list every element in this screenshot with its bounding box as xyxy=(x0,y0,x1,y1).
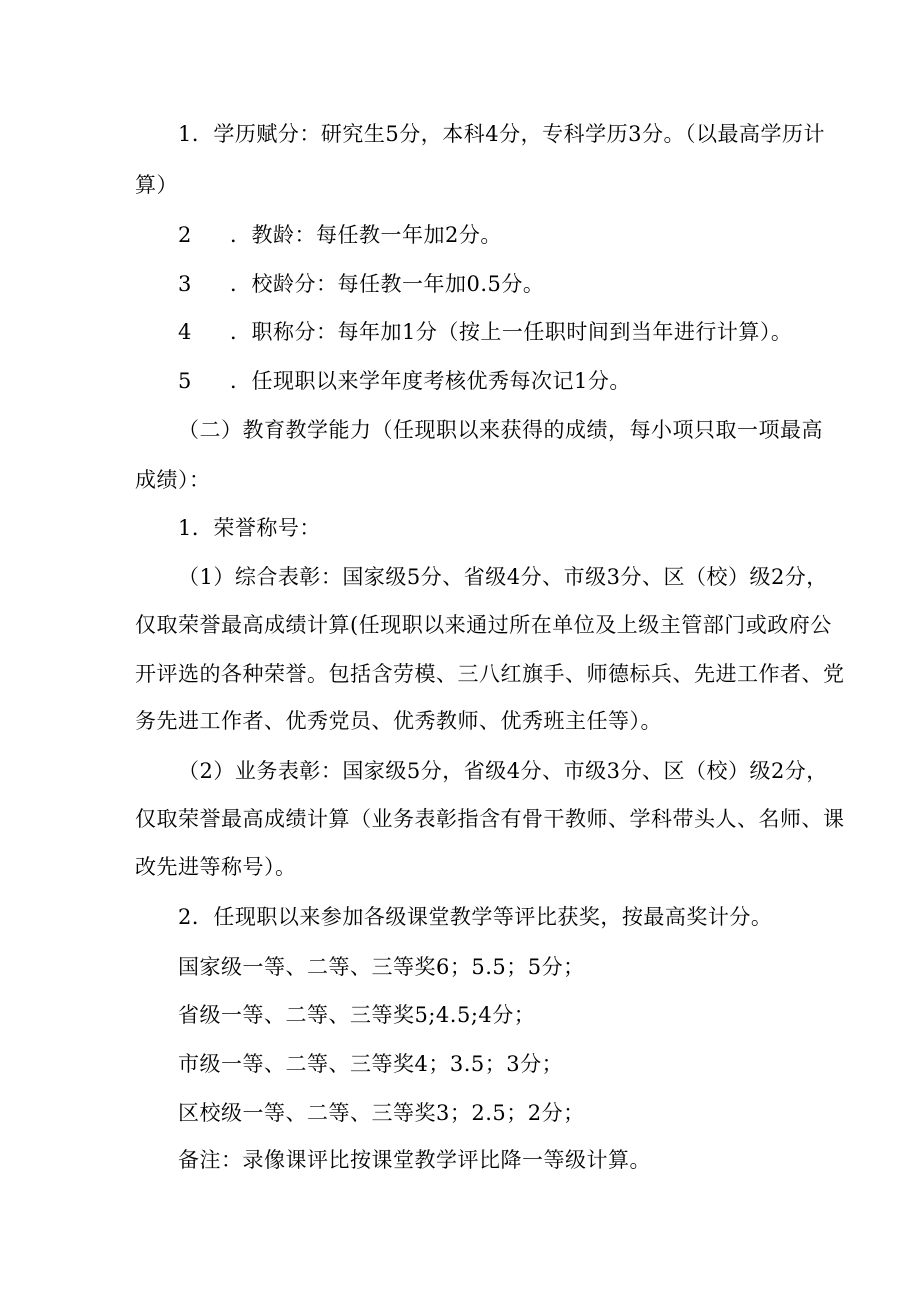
item-number: 5 xyxy=(178,369,192,393)
item-number: 3 xyxy=(178,272,192,296)
item-text: ．任现职以来学年度考核优秀每次记1分。 xyxy=(230,369,631,393)
item-text: ．职称分：每年加1分（按上一任职时间到当年进行计算）。 xyxy=(230,320,793,344)
item-number: 4 xyxy=(178,320,192,344)
honor-business-line1: （2）业务表彰：国家级5分，省级4分、市级3分、区（校）级2分， xyxy=(178,759,828,783)
item-text: ．教龄：每任教一年加2分。 xyxy=(230,223,502,247)
awards-national: 国家级一等、二等、三等奖6；5.5；5分； xyxy=(178,955,585,979)
awards-district: 区校级一等、二等、三等奖3；2.5；2分； xyxy=(178,1101,585,1125)
item-education-score-line1: 1．学历赋分：研究生5分，本科4分，专科学历3分。（以最高学历计 xyxy=(178,122,825,146)
honor-comprehensive-line2: 仅取荣誉最高成绩计算(任现职以来通过所在单位及上级主管部门或政府公 xyxy=(135,613,832,637)
awards-city: 市级一等、二等、三等奖4；3.5；3分； xyxy=(178,1052,564,1076)
section-teaching-ability-line2: 成绩）： xyxy=(135,468,211,492)
awards-note: 备注：录像课评比按课堂教学评比降一等级计算。 xyxy=(178,1148,651,1172)
honor-comprehensive-line3: 开评选的各种荣誉。包括含劳模、三八红旗手、师德标兵、先进工作者、党 xyxy=(135,662,845,686)
honor-business-line3: 改先进等称号）。 xyxy=(135,855,297,879)
item-education-score-line2: 算） xyxy=(135,173,178,197)
honor-title: 1．荣誉称号： xyxy=(178,516,321,540)
honor-comprehensive-line1: （1）综合表彰：国家级5分、省级4分、市级3分、区（校）级2分， xyxy=(178,565,828,589)
honor-comprehensive-line4: 务先进工作者、优秀党员、优秀教师、优秀班主任等）。 xyxy=(135,709,662,733)
item-text: ．校龄分：每任教一年加0.5分。 xyxy=(230,272,545,296)
awards-title: 2．任现职以来参加各级课堂教学等评比获奖，按最高奖计分。 xyxy=(178,905,773,929)
section-teaching-ability-line1: （二）教育教学能力（任现职以来获得的成绩，每小项只取一项最高 xyxy=(178,418,823,442)
honor-business-line2: 仅取荣誉最高成绩计算（业务表彰指含有骨干教师、学科带头人、名师、课 xyxy=(135,807,845,831)
item-number: 2 xyxy=(178,223,192,247)
awards-provincial: 省级一等、二等、三等奖5;4.5;4分； xyxy=(178,1003,536,1027)
